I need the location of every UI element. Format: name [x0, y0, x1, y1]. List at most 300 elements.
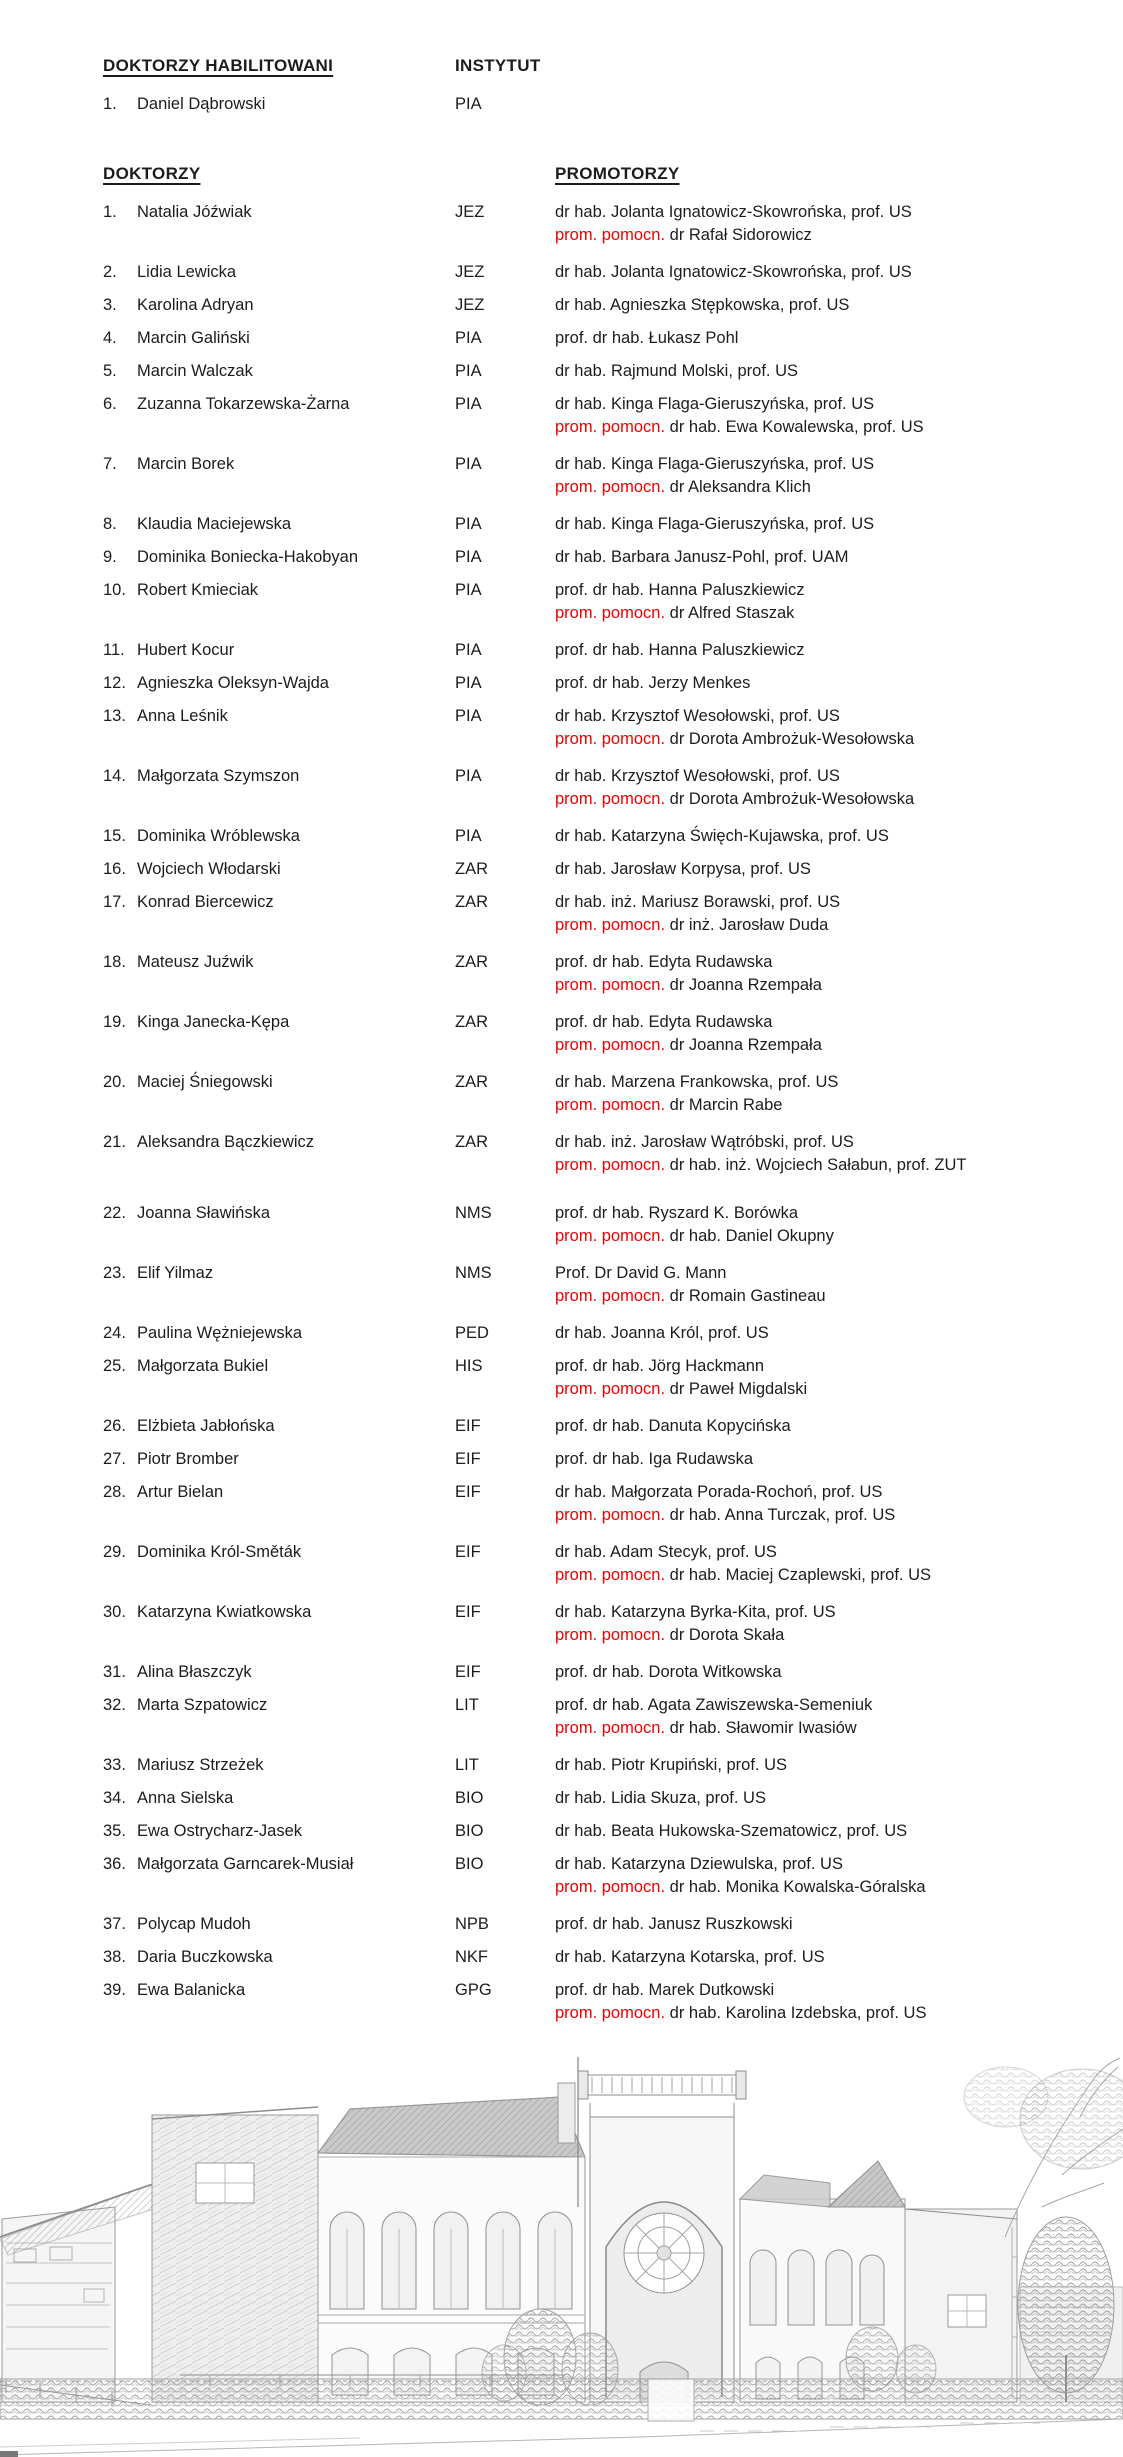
promoter-name: dr hab. Adam Stecyk, prof. US — [555, 1543, 777, 1561]
doctor-row — [103, 579, 1093, 625]
assistant-promoter-line — [555, 1225, 1093, 1248]
doctor-row — [103, 1853, 1093, 1899]
assistant-prefix-label: prom. pomocn. — [555, 1096, 670, 1114]
promoter-cell — [555, 579, 1093, 625]
doctor-name: Marcin Borek — [137, 455, 235, 473]
promoter-cell — [555, 546, 1093, 569]
row-number: 34. — [103, 1789, 126, 1807]
row-number: 20. — [103, 1073, 126, 1091]
section-divider-space — [103, 126, 1093, 162]
promoter-name: prof. dr hab. Agata Zawiszewska-Semeniuk — [555, 1696, 873, 1714]
institute-code: EIF — [455, 1417, 481, 1435]
promoter-name: dr hab. Kinga Flaga-Gieruszyńska, prof. US — [555, 515, 875, 533]
row-number: 8. — [103, 515, 117, 533]
row-number: 27. — [103, 1450, 126, 1468]
row-number: 3. — [103, 296, 117, 314]
institute-column-header: INSTYTUT — [455, 56, 541, 75]
doctor-row — [103, 1481, 1093, 1527]
institute-code: EIF — [455, 1483, 481, 1501]
institute-code: BIO — [455, 1822, 484, 1840]
doctor-row — [103, 1131, 1093, 1177]
assistant-prefix-label: prom. pomocn. — [555, 478, 670, 496]
row-number: 14. — [103, 767, 126, 785]
promoter-cell — [555, 858, 1093, 881]
doctor-row — [103, 1820, 1093, 1843]
institute-code: LIT — [455, 1696, 479, 1714]
promoter-cell — [555, 1541, 1093, 1587]
doctor-row — [103, 858, 1093, 881]
promoter-name: dr hab. Joanna Król, prof. US — [555, 1324, 769, 1342]
doctor-name: Dominika Wróblewska — [137, 827, 300, 845]
promoter-cell — [555, 1820, 1093, 1843]
doctor-name: Dominika Boniecka-Hakobyan — [137, 548, 359, 566]
assistant-promoter-line — [555, 1624, 1093, 1647]
doctor-row — [103, 294, 1093, 317]
row-number: 32. — [103, 1696, 126, 1714]
promoter-cell — [555, 393, 1093, 439]
promoter-name: dr hab. Katarzyna Dziewulska, prof. US — [555, 1855, 843, 1873]
doctor-name: Elif Yilmaz — [137, 1264, 214, 1282]
assistant-promoter-name: dr Marcin Rabe — [669, 1096, 783, 1114]
institute-code: JEZ — [455, 203, 485, 221]
building-sketch — [0, 2057, 1123, 2457]
promoter-name: dr hab. Kinga Flaga-Gieruszyńska, prof. US — [555, 455, 875, 473]
doctor-row — [103, 201, 1093, 247]
assistant-promoter-name: dr Joanna Rzempała — [669, 976, 822, 994]
row-number: 9. — [103, 548, 117, 566]
institute-code: PIA — [455, 827, 482, 845]
promoter-cell — [555, 360, 1093, 383]
promoter-name: prof. dr hab. Hanna Paluszkiewicz — [555, 641, 805, 659]
row-number: 25. — [103, 1357, 126, 1375]
institute-code: PIA — [455, 95, 482, 113]
assistant-prefix-label: prom. pomocn. — [555, 1878, 670, 1896]
promoter-name: dr hab. inż. Jarosław Wątróbski, prof. US — [555, 1133, 854, 1151]
promoter-cell — [555, 672, 1093, 695]
row-number: 12. — [103, 674, 126, 692]
promoter-name: prof. dr hab. Iga Rudawska — [555, 1450, 754, 1468]
row-number: 2. — [103, 263, 117, 281]
promoter-cell — [555, 1011, 1093, 1057]
assistant-prefix-label: prom. pomocn. — [555, 418, 670, 436]
promoter-cell — [555, 1448, 1093, 1471]
promoter-name: dr hab. Katarzyna Kotarska, prof. US — [555, 1948, 825, 1966]
doctor-row — [103, 951, 1093, 997]
promoters-column-header: PROMOTORZY — [555, 164, 680, 183]
assistant-promoter-name: dr hab. Karolina Izdebska, prof. US — [669, 2004, 927, 2022]
row-number: 1. — [103, 203, 117, 221]
assistant-promoter-name: dr Dorota Ambrożuk-Wesołowska — [669, 730, 915, 748]
assistant-prefix-label: prom. pomocn. — [555, 1506, 670, 1524]
assistant-promoter-line — [555, 416, 1093, 439]
promoter-name: dr hab. Katarzyna Byrka-Kita, prof. US — [555, 1603, 836, 1621]
promoter-cell — [555, 1415, 1093, 1438]
promoter-name: prof. dr hab. Hanna Paluszkiewicz — [555, 581, 805, 599]
assistant-prefix-label: prom. pomocn. — [555, 1380, 670, 1398]
row-number: 10. — [103, 581, 126, 599]
doctor-row — [103, 891, 1093, 937]
row-number: 33. — [103, 1756, 126, 1774]
doctor-row — [103, 1979, 1093, 2025]
doctor-row — [103, 1322, 1093, 1345]
assistant-promoter-name: dr Dorota Skała — [669, 1626, 785, 1644]
assistant-promoter-name: dr hab. Ewa Kowalewska, prof. US — [669, 418, 924, 436]
doctor-name: Zuzanna Tokarzewska-Żarna — [137, 395, 350, 413]
doctor-name: Małgorzata Garncarek-Musiał — [137, 1855, 354, 1873]
institute-code: NMS — [455, 1264, 492, 1282]
doctor-name: Ewa Ostrycharz-Jasek — [137, 1822, 303, 1840]
assistant-promoter-name: dr Rafał Sidorowicz — [669, 226, 812, 244]
doctor-row — [103, 825, 1093, 848]
doktorzy-section-header — [103, 162, 1093, 185]
institute-code: PIA — [455, 362, 482, 380]
promoter-cell — [555, 294, 1093, 317]
doctor-name: Klaudia Maciejewska — [137, 515, 292, 533]
promoter-name: dr hab. Krzysztof Wesołowski, prof. US — [555, 767, 840, 785]
institute-code: NMS — [455, 1204, 492, 1222]
assistant-prefix-label: prom. pomocn. — [555, 1036, 670, 1054]
institute-code: BIO — [455, 1789, 484, 1807]
row-number: 22. — [103, 1204, 126, 1222]
promoter-cell — [555, 513, 1093, 536]
promoter-name: dr hab. Katarzyna Święch-Kujawska, prof. US — [555, 827, 889, 845]
doctor-row — [103, 453, 1093, 499]
row-number: 23. — [103, 1264, 126, 1282]
institute-code: ZAR — [455, 1073, 488, 1091]
doctor-name: Maciej Śniegowski — [137, 1073, 273, 1091]
building-sketch-drawing — [0, 2057, 1123, 2457]
assistant-prefix-label: prom. pomocn. — [555, 916, 670, 934]
assistant-promoter-line — [555, 224, 1093, 247]
empty-cell — [555, 93, 1093, 116]
promoter-name: dr hab. Agnieszka Stępkowska, prof. US — [555, 296, 850, 314]
doctor-row — [103, 1787, 1093, 1810]
assistant-promoter-line — [555, 1378, 1093, 1401]
assistant-promoter-line — [555, 1094, 1093, 1117]
row-number: 16. — [103, 860, 126, 878]
doctor-row — [103, 360, 1093, 383]
doctor-name: Piotr Bromber — [137, 1450, 239, 1468]
row-number: 31. — [103, 1663, 126, 1681]
institute-code: EIF — [455, 1450, 481, 1468]
promoter-cell — [555, 1913, 1093, 1936]
assistant-promoter-name: dr hab. Sławomir Iwasiów — [669, 1719, 857, 1737]
institute-code: EIF — [455, 1603, 481, 1621]
assistant-promoter-line — [555, 1034, 1093, 1057]
assistant-promoter-name: dr Dorota Ambrożuk-Wesołowska — [669, 790, 915, 808]
doctor-name: Robert Kmieciak — [137, 581, 259, 599]
assistant-promoter-line — [555, 1285, 1093, 1308]
promoter-cell — [555, 639, 1093, 662]
doctor-name: Kinga Janecka-Kępa — [137, 1013, 290, 1031]
institute-code: PIA — [455, 329, 482, 347]
assistant-promoter-line — [555, 1154, 1093, 1177]
institute-code: PIA — [455, 581, 482, 599]
assistant-promoter-name: dr Joanna Rzempała — [669, 1036, 822, 1054]
doctor-name: Karolina Adryan — [137, 296, 254, 314]
doktorzy-list — [103, 201, 1093, 2025]
doctor-row — [103, 327, 1093, 350]
doctor-name: Anna Sielska — [137, 1789, 234, 1807]
assistant-promoter-name: dr Alfred Staszak — [669, 604, 795, 622]
promoter-name: dr hab. Kinga Flaga-Gieruszyńska, prof. US — [555, 395, 875, 413]
doctor-row — [103, 1262, 1093, 1308]
institute-code: ZAR — [455, 893, 488, 911]
doctor-row — [103, 1448, 1093, 1471]
assistant-promoter-name: dr hab. Anna Turczak, prof. US — [669, 1506, 896, 1524]
row-number: 7. — [103, 455, 117, 473]
assistant-prefix-label: prom. pomocn. — [555, 730, 670, 748]
doctor-name: Natalia Jóźwiak — [137, 203, 252, 221]
promoter-cell — [555, 1754, 1093, 1777]
doctor-name: Daria Buczkowska — [137, 1948, 273, 1966]
doctor-name: Konrad Biercewicz — [137, 893, 274, 911]
assistant-prefix-label: prom. pomocn. — [555, 1719, 670, 1737]
institute-code: NPB — [455, 1915, 489, 1933]
promoter-name: prof. dr hab. Jerzy Menkes — [555, 674, 751, 692]
doctor-name: Polycap Mudoh — [137, 1915, 251, 1933]
assistant-promoter-name: dr Paweł Migdalski — [669, 1380, 808, 1398]
doctor-name: Mariusz Strzeżek — [137, 1756, 264, 1774]
assistant-prefix-label: prom. pomocn. — [555, 1156, 670, 1174]
institute-code: ZAR — [455, 1133, 488, 1151]
institute-code: PIA — [455, 641, 482, 659]
doctor-row — [103, 1202, 1093, 1248]
row-number: 1. — [103, 95, 117, 113]
assistant-prefix-label: prom. pomocn. — [555, 1227, 670, 1245]
assistant-promoter-line — [555, 728, 1093, 751]
promoter-name: dr hab. Piotr Krupiński, prof. US — [555, 1756, 788, 1774]
promoter-name: prof. dr hab. Janusz Ruszkowski — [555, 1915, 793, 1933]
row-number: 29. — [103, 1543, 126, 1561]
promoter-name: prof. dr hab. Edyta Rudawska — [555, 1013, 773, 1031]
doctor-name: Aleksandra Bączkiewicz — [137, 1133, 314, 1151]
row-number: 21. — [103, 1133, 126, 1151]
promoter-cell — [555, 825, 1093, 848]
institute-code: LIT — [455, 1756, 479, 1774]
assistant-promoter-line — [555, 1504, 1093, 1527]
assistant-promoter-line — [555, 1876, 1093, 1899]
institute-code: PIA — [455, 767, 482, 785]
institute-code: EIF — [455, 1543, 481, 1561]
assistant-promoter-line — [555, 1717, 1093, 1740]
habilitowani-list — [103, 93, 1093, 116]
doctor-name: Ewa Balanicka — [137, 1981, 246, 1999]
promoter-cell — [555, 1946, 1093, 1969]
assistant-promoter-name: dr hab. Maciej Czaplewski, prof. US — [669, 1566, 931, 1584]
doctor-name: Artur Bielan — [137, 1483, 224, 1501]
promoter-name: prof. dr hab. Edyta Rudawska — [555, 953, 773, 971]
assistant-promoter-line — [555, 974, 1093, 997]
promoter-name: dr hab. Lidia Skuza, prof. US — [555, 1789, 766, 1807]
habilitowany-row — [103, 93, 1093, 116]
row-number: 11. — [103, 641, 125, 659]
assistant-promoter-line — [555, 788, 1093, 811]
assistant-promoter-name: dr hab. Monika Kowalska-Góralska — [669, 1878, 926, 1896]
doctor-name: Joanna Sławińska — [137, 1204, 270, 1222]
institute-code: BIO — [455, 1855, 484, 1873]
promoter-name: dr hab. Barbara Janusz-Pohl, prof. UAM — [555, 548, 849, 566]
institute-code: ZAR — [455, 1013, 488, 1031]
row-number: 30. — [103, 1603, 126, 1621]
institute-code: JEZ — [455, 296, 485, 314]
doctor-row — [103, 1913, 1093, 1936]
doctor-name: Wojciech Włodarski — [137, 860, 281, 878]
institute-code: PIA — [455, 707, 482, 725]
promoter-cell — [555, 1979, 1093, 2025]
row-number: 13. — [103, 707, 126, 725]
doctor-row — [103, 1541, 1093, 1587]
institute-code: PIA — [455, 674, 482, 692]
assistant-prefix-label: prom. pomocn. — [555, 604, 670, 622]
assistant-promoter-name: dr Romain Gastineau — [669, 1287, 826, 1305]
row-number: 17. — [103, 893, 126, 911]
promoter-name: dr hab. Jolanta Ignatowicz-Skowrońska, prof. US — [555, 203, 912, 221]
row-number: 28. — [103, 1483, 126, 1501]
assistant-promoter-name: dr hab. Daniel Okupny — [669, 1227, 834, 1245]
assistant-promoter-name: dr inż. Jarosław Duda — [669, 916, 829, 934]
institute-code: PIA — [455, 395, 482, 413]
promoter-cell — [555, 1853, 1093, 1899]
doctor-row — [103, 1071, 1093, 1117]
habilitowani-title: DOKTORZY HABILITOWANI — [103, 56, 334, 75]
doctor-row — [103, 705, 1093, 751]
row-number: 19. — [103, 1013, 126, 1031]
row-number: 24. — [103, 1324, 126, 1342]
assistant-promoter-name: dr Aleksandra Klich — [669, 478, 811, 496]
promoter-cell — [555, 1601, 1093, 1647]
assistant-promoter-line — [555, 2002, 1093, 2025]
institute-code: NKF — [455, 1948, 488, 1966]
promoter-name: dr hab. inż. Mariusz Borawski, prof. US — [555, 893, 841, 911]
institute-code: JEZ — [455, 263, 485, 281]
doctor-row — [103, 393, 1093, 439]
doctor-row — [103, 1946, 1093, 1969]
institute-code: HIS — [455, 1357, 483, 1375]
assistant-prefix-label: prom. pomocn. — [555, 1287, 670, 1305]
doctor-name: Paulina Wężniejewska — [137, 1324, 303, 1342]
row-number: 35. — [103, 1822, 126, 1840]
institute-code: GPG — [455, 1981, 492, 1999]
row-number: 4. — [103, 329, 117, 347]
promoter-name: dr hab. Rajmund Molski, prof. US — [555, 362, 799, 380]
doctor-row — [103, 1011, 1093, 1057]
doctor-name: Lidia Lewicka — [137, 263, 237, 281]
row-number: 15. — [103, 827, 126, 845]
doctor-row — [103, 1415, 1093, 1438]
doctor-name: Katarzyna Kwiatkowska — [137, 1603, 312, 1621]
habilitowani-section-header — [103, 54, 1093, 77]
doctor-row — [103, 1601, 1093, 1647]
promoter-name: prof. dr hab. Łukasz Pohl — [555, 329, 739, 347]
row-number: 36. — [103, 1855, 126, 1873]
doctor-name: Marta Szpatowicz — [137, 1696, 268, 1714]
promoter-cell — [555, 765, 1093, 811]
doctor-name: Mateusz Juźwik — [137, 953, 254, 971]
doctor-name: Dominika Król-Směták — [137, 1543, 302, 1561]
doctor-name: Agnieszka Oleksyn-Wajda — [137, 674, 329, 692]
assistant-prefix-label: prom. pomocn. — [555, 976, 670, 994]
promoter-cell — [555, 1481, 1093, 1527]
promoter-cell — [555, 261, 1093, 284]
institute-code: PIA — [455, 548, 482, 566]
promoter-cell — [555, 891, 1093, 937]
doctor-row — [103, 261, 1093, 284]
promoter-cell — [555, 1131, 1093, 1177]
assistant-promoter-line — [555, 602, 1093, 625]
assistant-prefix-label: prom. pomocn. — [555, 1566, 670, 1584]
promoter-name: dr hab. Jarosław Korpysa, prof. US — [555, 860, 811, 878]
doctor-name: Anna Leśnik — [137, 707, 228, 725]
doctor-row — [103, 1754, 1093, 1777]
institute-code: PED — [455, 1324, 489, 1342]
doctor-name: Marcin Galiński — [137, 329, 250, 347]
promoter-name: prof. dr hab. Jörg Hackmann — [555, 1357, 765, 1375]
promoter-cell — [555, 1202, 1093, 1248]
doktorzy-title: DOKTORZY — [103, 164, 201, 183]
promoter-name: Prof. Dr David G. Mann — [555, 1264, 727, 1282]
assistant-promoter-line — [555, 1564, 1093, 1587]
doctor-name: Elżbieta Jabłońska — [137, 1417, 275, 1435]
promoter-name: dr hab. Krzysztof Wesołowski, prof. US — [555, 707, 840, 725]
promoter-name: prof. dr hab. Ryszard K. Borówka — [555, 1204, 799, 1222]
promoter-cell — [555, 327, 1093, 350]
promoter-name: dr hab. Jolanta Ignatowicz-Skowrońska, prof. US — [555, 263, 912, 281]
promoter-cell — [555, 1787, 1093, 1810]
doctor-name: Alina Błaszczyk — [137, 1663, 252, 1681]
person-name: Daniel Dąbrowski — [137, 95, 266, 113]
row-number: 37. — [103, 1915, 126, 1933]
assistant-prefix-label: prom. pomocn. — [555, 226, 670, 244]
row-number: 18. — [103, 953, 126, 971]
doctor-row — [103, 546, 1093, 569]
doctor-row — [103, 1661, 1093, 1684]
row-number: 6. — [103, 395, 117, 413]
doctor-row — [103, 672, 1093, 695]
institute-code: ZAR — [455, 860, 488, 878]
doctor-name: Marcin Walczak — [137, 362, 253, 380]
promoter-name: dr hab. Małgorzata Porada-Rochoń, prof. US — [555, 1483, 883, 1501]
row-number: 38. — [103, 1948, 126, 1966]
promoter-name: prof. dr hab. Marek Dutkowski — [555, 1981, 775, 1999]
promoter-name: prof. dr hab. Danuta Kopycińska — [555, 1417, 791, 1435]
promoter-cell — [555, 201, 1093, 247]
promoter-cell — [555, 951, 1093, 997]
promoter-cell — [555, 453, 1093, 499]
institute-code: PIA — [455, 455, 482, 473]
assistant-prefix-label: prom. pomocn. — [555, 790, 670, 808]
promoter-cell — [555, 1694, 1093, 1740]
doctor-row — [103, 513, 1093, 536]
doctor-name: Hubert Kocur — [137, 641, 235, 659]
promoter-name: prof. dr hab. Dorota Witkowska — [555, 1663, 782, 1681]
assistant-prefix-label: prom. pomocn. — [555, 1626, 670, 1644]
institute-code: PIA — [455, 515, 482, 533]
institute-code: ZAR — [455, 953, 488, 971]
assistant-prefix-label: prom. pomocn. — [555, 2004, 670, 2022]
promoter-cell — [555, 1661, 1093, 1684]
doctor-row — [103, 765, 1093, 811]
doctor-row — [103, 1355, 1093, 1401]
assistant-promoter-line — [555, 914, 1093, 937]
assistant-promoter-name: dr hab. inż. Wojciech Sałabun, prof. ZUT — [669, 1156, 967, 1174]
promoter-name: dr hab. Marzena Frankowska, prof. US — [555, 1073, 839, 1091]
assistant-promoter-line — [555, 476, 1093, 499]
promoter-cell — [555, 1262, 1093, 1308]
doctor-name: Małgorzata Bukiel — [137, 1357, 269, 1375]
promoter-cell — [555, 1071, 1093, 1117]
promoter-cell — [555, 705, 1093, 751]
